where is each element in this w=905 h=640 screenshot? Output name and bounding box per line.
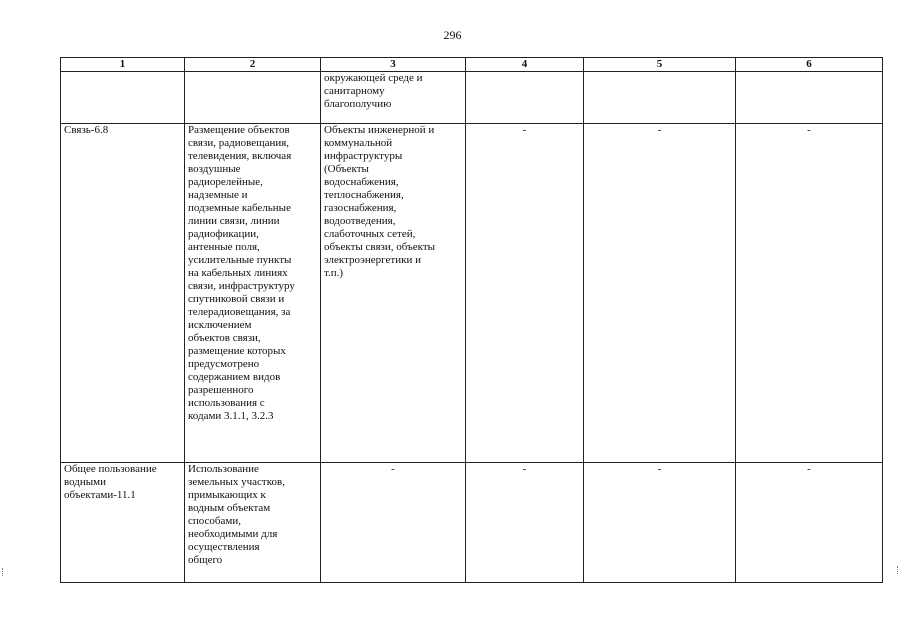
scan-edge-mark [897, 566, 900, 574]
table-row [61, 72, 883, 124]
cell-text: - [657, 463, 662, 475]
cell-text: - [807, 463, 811, 475]
table-cell [321, 72, 466, 124]
table-row [61, 124, 883, 463]
page-number: 296 [443, 28, 462, 42]
table-header-row [61, 58, 883, 72]
table-cell [584, 463, 736, 583]
table-cell [736, 72, 883, 124]
column-header-3: 3 [321, 58, 466, 72]
table-cell [321, 124, 466, 463]
scan-edge-mark [2, 568, 5, 576]
table-cell [736, 463, 883, 583]
table-cell [61, 463, 185, 583]
column-header-6: 6 [736, 58, 883, 72]
cell-text: - [522, 463, 527, 475]
table-cell [61, 124, 185, 463]
table-cell [185, 463, 321, 583]
table-cell [61, 72, 185, 124]
table-cell [584, 124, 736, 463]
column-header-4: 4 [466, 58, 584, 72]
table-cell [466, 72, 584, 124]
cell-text: Объекты инженерной и коммунальной инфраструктуры (Объекты водоснабжения, теплоснабжения, газоснабжения, водоотведения, слаботочных сетей, объекты связи, объекты электроэнергетики и т.п.) [324, 124, 436, 279]
cell-text: окружающей среде и санитарному благополучию [324, 72, 423, 110]
table-cell [736, 124, 883, 463]
cell-text: Размещение объектов связи, радиовещания, телевидения, включая воздушные радиорелейные, надземные и подземные кабельные линии связи, линии радиофикации, антенные поля, усилительные пункты на кабельных линиях связи, инфраструктуру спутниковой связи и телерадиовещания, за исключением объектов связи, размещение которых предусмотрено содержанием видов разрешенного использования с кодами 3.1.1, 3.2.3 [188, 124, 295, 422]
table-cell [584, 72, 736, 124]
cell-text: Общее пользование водными объектами-11.1 [64, 463, 157, 501]
zoning-table [60, 57, 883, 583]
column-header-1: 1 [61, 58, 185, 72]
table-cell [321, 463, 466, 583]
table-cell [185, 72, 321, 124]
cell-text: - [657, 124, 662, 136]
cell-text: Использование земельных участков, примыкающих к водным объектам способами, необходимыми для осуществления общего [188, 463, 285, 566]
cell-text: - [807, 124, 811, 136]
cell-text: - [391, 463, 395, 475]
column-header-5: 5 [584, 58, 736, 72]
table-cell [185, 124, 321, 463]
table-cell [466, 463, 584, 583]
cell-text: Связь-6.8 [64, 124, 109, 136]
cell-text: - [522, 124, 527, 136]
table-cell [466, 124, 584, 463]
table-row [61, 463, 883, 583]
column-header-2: 2 [185, 58, 321, 72]
